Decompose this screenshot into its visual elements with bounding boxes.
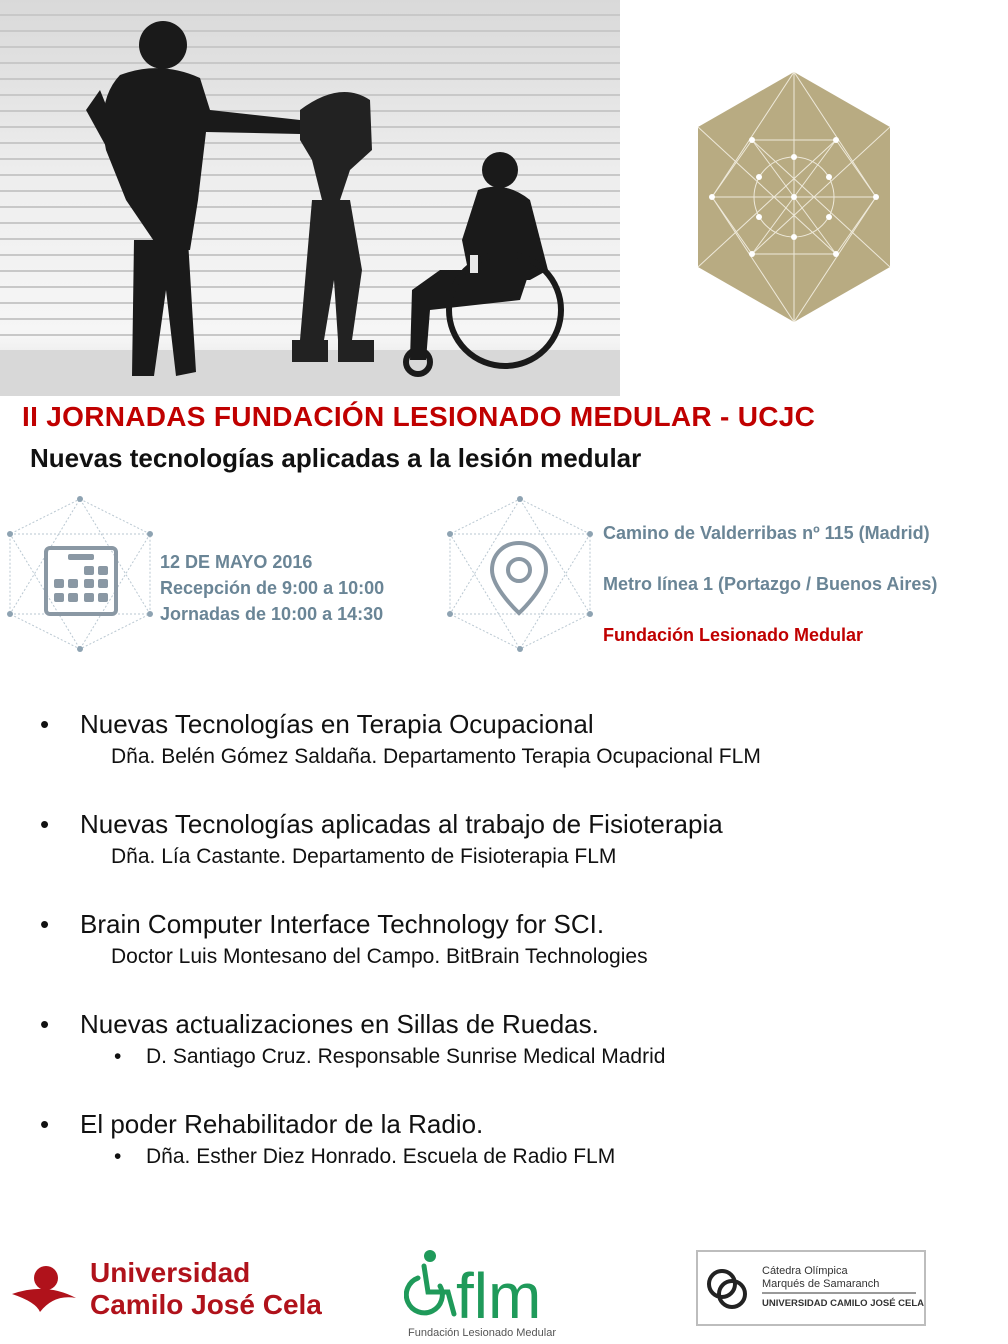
ucjc-name-line2: Camilo José Cela xyxy=(90,1289,322,1320)
list-item xyxy=(0,1106,1008,1172)
list-item xyxy=(0,706,1008,772)
ucjc-emblem-icon xyxy=(34,1266,58,1290)
bullet-icon: • xyxy=(40,1009,50,1039)
location-pin-icon xyxy=(488,540,550,616)
olympic-rings-icon xyxy=(709,1271,745,1307)
event-subtitle: Nuevas tecnologías aplicadas a la lesión medular xyxy=(30,443,642,473)
bullet-icon: • xyxy=(40,709,50,739)
bullet-icon: • xyxy=(114,1145,122,1168)
venue-name: Fundación Lesionado Medular xyxy=(603,625,864,645)
catedra-line3: UNIVERSIDAD CAMILO JOSÉ CELA xyxy=(762,1298,924,1309)
talk-title: Nuevas Tecnologías en Terapia Ocupacional xyxy=(80,709,594,739)
list-item xyxy=(0,906,1008,972)
talk-speaker-row xyxy=(114,1142,1008,1172)
talk-title: Nuevas Tecnologías aplicadas al trabajo de Fisioterapia xyxy=(80,809,723,839)
event-title: II JORNADAS FUNDACIÓN LESIONADO MEDULAR - UCJC xyxy=(22,401,816,432)
agenda-list xyxy=(0,706,1008,1206)
sessions-time: Jornadas de 10:00 a 14:30 xyxy=(160,604,384,624)
ucjc-logo xyxy=(6,1254,336,1324)
wheelchair-icon xyxy=(406,1250,454,1314)
talk-speaker: Dña. Esther Diez Honrado. Escuela de Radio FLM xyxy=(146,1145,616,1168)
talk-title: Nuevas actualizaciones en Sillas de Ruedas. xyxy=(80,1009,599,1039)
bullet-icon: • xyxy=(114,1045,122,1068)
catedra-line1: Cátedra Olímpica xyxy=(762,1265,848,1277)
event-details xyxy=(160,549,384,627)
talk-title: El poder Rehabilitador de la Radio. xyxy=(80,1109,484,1139)
reception-time: Recepción de 9:00 a 10:00 xyxy=(160,578,385,598)
ucjc-name-line1: Universidad xyxy=(90,1257,251,1288)
talk-speaker: Dña. Lía Castante. Departamento de Fisioterapia FLM xyxy=(111,845,617,868)
catedra-olimpica-logo xyxy=(696,1250,926,1326)
address: Camino de Valderribas nº 115 (Madrid) xyxy=(603,523,930,543)
location-details xyxy=(603,520,937,673)
metro-line: Metro línea 1 (Portazgo / Buenos Aires) xyxy=(603,574,938,594)
calendar-icon xyxy=(44,546,118,616)
bullet-icon: • xyxy=(40,909,50,939)
talk-speaker: Doctor Luis Montesano del Campo. BitBrain Technologies xyxy=(111,945,648,968)
hexagon-logo xyxy=(694,72,894,322)
list-item xyxy=(0,806,1008,872)
talk-title: Brain Computer Interface Technology for SCI. xyxy=(80,909,605,939)
catedra-line2: Marqués de Samaranch xyxy=(762,1278,880,1290)
hero-photo xyxy=(0,0,620,396)
flm-logo xyxy=(404,1244,594,1340)
talk-speaker: Dña. Belén Gómez Saldaña. Departamento Terapia Ocupacional FLM xyxy=(111,745,761,768)
list-item xyxy=(0,1006,1008,1072)
flm-caption: Fundación Lesionado Medular xyxy=(408,1327,556,1339)
talk-speaker-row xyxy=(114,1042,1008,1072)
talk-speaker: D. Santiago Cruz. Responsable Sunrise Medical Madrid xyxy=(146,1045,666,1068)
event-date: 12 DE MAYO 2016 xyxy=(160,552,313,572)
flm-wordmark: flm xyxy=(456,1260,542,1332)
bullet-icon: • xyxy=(40,1109,50,1139)
bullet-icon: • xyxy=(40,809,50,839)
